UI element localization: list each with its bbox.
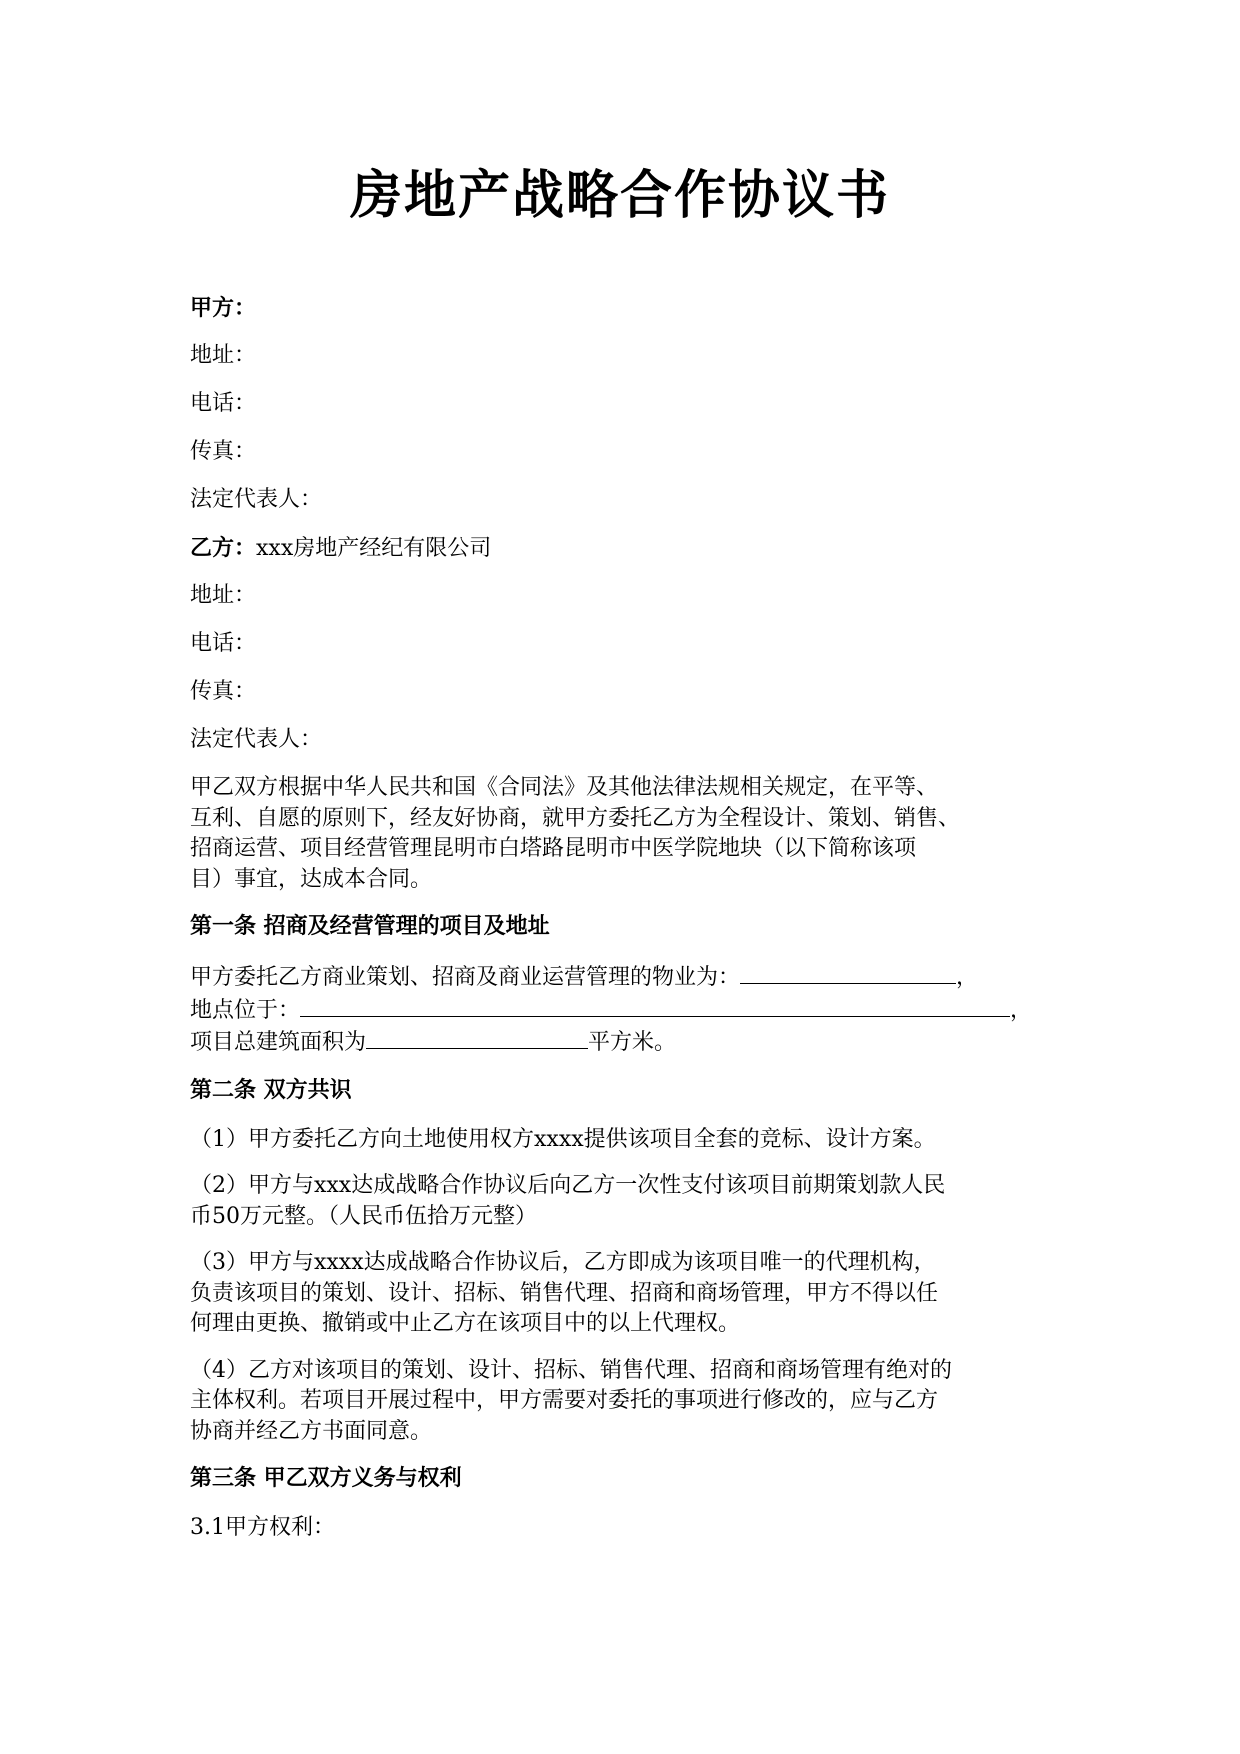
consensus-item-1 — [190, 1125, 1070, 1156]
party-a-fax: 传真： — [190, 439, 257, 464]
consensus-item-2 — [190, 1171, 1070, 1232]
document-title: 房地产战略合作协议书 — [349, 165, 890, 226]
document-body — [190, 293, 1070, 1561]
party-b-fax: 传真： — [190, 679, 257, 704]
item-line: （2）甲方与xxx达成战略合作协议后向乙方一次性支付该项目前期策划款人民 — [190, 1173, 946, 1198]
location-blank — [300, 994, 1010, 1017]
party-a-label: 甲方： — [190, 295, 257, 321]
preamble-line: 甲乙双方根据中华人民共和国《合同法》及其他法律法规相关规定，在平等、 — [190, 775, 939, 800]
location-label: 地点位于： — [190, 997, 301, 1023]
article-2-heading: 第二条 双方共识 — [190, 1076, 352, 1103]
preamble-line: 目）事宜，达成本合同。 — [190, 866, 433, 892]
preamble-line: 招商运营、项目经营管理昆明市白塔路昆明市中医学院地块（以下简称该项 — [190, 836, 917, 861]
article-1-heading: 第一条 招商及经营管理的项目及地址 — [190, 913, 550, 939]
property-comma: ， — [956, 965, 979, 990]
party-b-legal-rep: 法定代表人： — [190, 727, 323, 752]
preamble-paragraph — [190, 773, 1070, 895]
party-a-rights-heading: 3.1甲方权利： — [190, 1515, 335, 1540]
party-b-address: 地址： — [190, 583, 257, 608]
item-line: 主体权利。若项目开展过程中，甲方需要对委托的事项进行修改的，应与乙方 — [190, 1388, 939, 1413]
party-a-phone: 电话： — [190, 391, 257, 416]
location-comma: ， — [1010, 997, 1033, 1023]
property-line — [190, 961, 1070, 994]
article-3-heading: 第三条 甲乙双方义务与权利 — [190, 1465, 462, 1491]
property-blank — [740, 961, 956, 984]
article-1-body — [190, 961, 1070, 1059]
item-line: 何理由更换、撤销或中止乙方在该项目中的以上代理权。 — [190, 1311, 741, 1336]
item-line: （1）甲方委托乙方向土地使用权方xxxx提供该项目全套的竞标、设计方案。 — [190, 1126, 936, 1152]
area-line — [190, 1026, 1070, 1059]
item-line: 协商并经乙方书面同意。 — [190, 1418, 433, 1444]
party-b-row — [190, 533, 1070, 581]
item-line: （3）甲方与xxxx达成战略合作协议后，乙方即成为该项目唯一的代理机构， — [190, 1250, 936, 1275]
party-b-name: xxx房地产经纪有限公司 — [256, 536, 492, 561]
area-label: 项目总建筑面积为 — [190, 1030, 367, 1055]
area-unit: 平方米。 — [588, 1030, 677, 1055]
area-blank — [366, 1026, 588, 1049]
party-a-address: 地址： — [190, 343, 257, 368]
location-line — [190, 994, 1070, 1027]
party-b-label: 乙方： — [190, 535, 257, 561]
item-line: （4）乙方对该项目的策划、设计、招标、销售代理、招商和商场管理有绝对的 — [190, 1357, 952, 1383]
party-a-legal-rep: 法定代表人： — [190, 487, 323, 512]
consensus-item-4 — [190, 1356, 1070, 1448]
preamble-line: 互利、自愿的原则下，经友好协商，就甲方委托乙方为全程设计、策划、销售、 — [190, 805, 961, 831]
consensus-item-3 — [190, 1248, 1070, 1340]
item-line: 币50万元整。（人民币伍拾万元整） — [190, 1203, 537, 1229]
item-line: 负责该项目的策划、设计、招标、销售代理、招商和商场管理，甲方不得以任 — [190, 1280, 939, 1306]
property-label: 甲方委托乙方商业策划、招商及商业运营管理的物业为： — [190, 965, 741, 990]
party-b-phone: 电话： — [190, 631, 257, 656]
